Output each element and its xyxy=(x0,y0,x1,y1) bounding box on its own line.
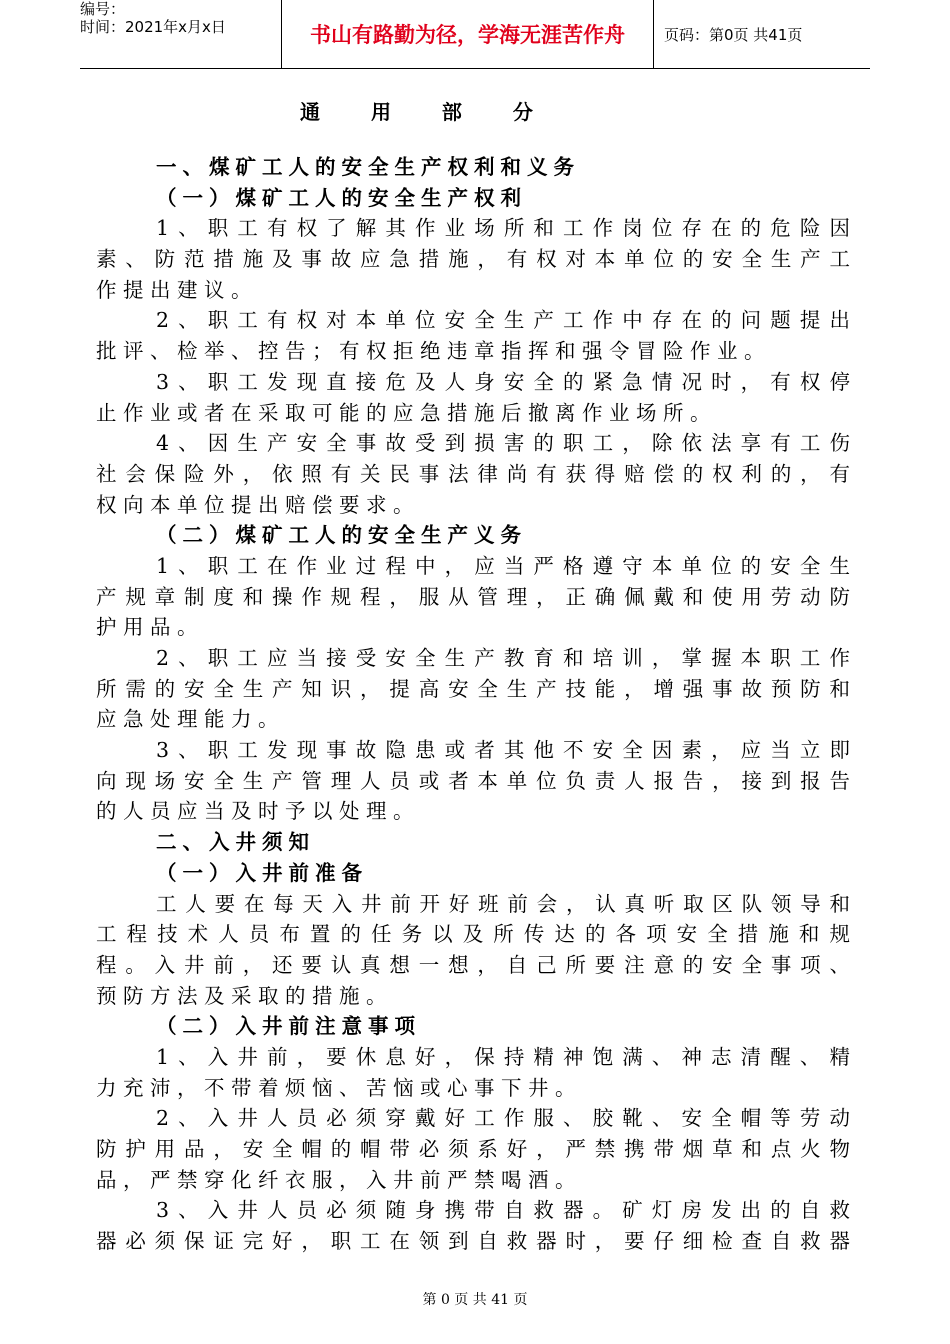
subsection-heading: （二）入井前注意事项 xyxy=(156,1014,421,1039)
paragraph-line: 力充沛，不带着烦恼、苦恼或心事下井。 xyxy=(96,1075,582,1100)
header-meta xyxy=(80,0,280,68)
paragraph-line: 2、入井人员必须穿戴好工作服、胶靴、安全帽等劳动 xyxy=(156,1106,850,1131)
document-body xyxy=(96,152,850,1257)
paragraph-line: 工程技术人员布置的任务以及所传达的各项安全措施和规 xyxy=(96,922,850,947)
paragraph-line: 工人要在每天入井前开好班前会，认真听取区队领导和 xyxy=(156,891,850,916)
section-heading: 二、入井须知 xyxy=(156,830,315,855)
paragraph-line: 器必须保证完好，职工在领到自救器时，要仔细检查自救器 xyxy=(96,1229,850,1254)
document-time: 时间：2021年x月x日 xyxy=(80,18,226,36)
page-title: 通 用 部 分 xyxy=(300,100,555,124)
paragraph-line: 1、入井前，要休息好，保持精神饱满、神志清醒、精 xyxy=(156,1044,850,1069)
section-heading: 一、煤矿工人的安全生产权利和义务 xyxy=(156,155,580,179)
header-motto: 书山有路勤为径，学海无涯苦作舟 xyxy=(281,0,654,68)
paragraph-line: 止作业或者在采取可能的应急措施后撤离作业场所。 xyxy=(96,400,717,425)
paragraph-line: 作提出建议。 xyxy=(96,277,258,302)
paragraph-line: 2、职工应当接受安全生产教育和培训，掌握本职工作 xyxy=(156,646,850,670)
paragraph-line: 2、职工有权对本单位安全生产工作中存在的问题提出 xyxy=(156,308,850,333)
paragraph-line: 1、职工在作业过程中，应当严格遵守本单位的安全生 xyxy=(156,553,850,578)
subsection-heading: （一）入井前准备 xyxy=(156,860,368,885)
paragraph-line: 预防方法及采取的措施。 xyxy=(96,983,393,1008)
paragraph-line: 批评、检举、控告；有权拒绝违章指挥和强令冒险作业。 xyxy=(96,339,771,364)
paragraph-line: 3、职工发现直接危及人身安全的紧急情况时，有权停 xyxy=(156,369,850,394)
paragraph-line: 所需的安全生产知识，提高安全生产技能，增强事故预防和 xyxy=(96,676,850,701)
paragraph-line: 护用品。 xyxy=(96,615,204,640)
paragraph-line: 产规章制度和操作规程，服从管理，正确佩戴和使用劳动防 xyxy=(96,584,850,609)
paragraph-line: 1、职工有权了解其作业场所和工作岗位存在的危险因 xyxy=(156,216,850,241)
paragraph-line: 向现场安全生产管理人员或者本单位负责人报告，接到报告 xyxy=(96,768,850,793)
page-footer: 第 0 页 共 41 页 xyxy=(422,1292,528,1308)
paragraph-line: 程。入井前，还要认真想一想，自己所要注意的安全事项、 xyxy=(96,952,850,977)
paragraph-line: 3、入井人员必须随身携带自救器。矿灯房发出的自救 xyxy=(156,1198,850,1223)
paragraph-line: 权向本单位提出赔偿要求。 xyxy=(96,492,420,517)
header-page-info: 页码：第0页 共41页 xyxy=(664,25,803,44)
subsection-heading: （一）煤矿工人的安全生产权利 xyxy=(156,185,527,210)
paragraph-line: 3、职工发现事故隐患或者其他不安全因素，应当立即 xyxy=(156,738,850,763)
paragraph-line: 的人员应当及时予以处理。 xyxy=(96,799,420,824)
subsection-heading: （二）煤矿工人的安全生产义务 xyxy=(156,523,527,548)
page-header xyxy=(80,0,870,69)
document-number-label: 编号： xyxy=(80,0,126,18)
paragraph-line: 4、因生产安全事故受到损害的职工，除依法享有工伤 xyxy=(156,431,850,456)
paragraph-line: 防护用品，安全帽的帽带必须系好，严禁携带烟草和点火物 xyxy=(96,1137,850,1161)
paragraph-line: 品，严禁穿化纤衣服，入井前严禁喝酒。 xyxy=(96,1167,582,1192)
paragraph-line: 社会保险外，依照有关民事法律尚有获得赔偿的权利的，有 xyxy=(96,461,850,486)
paragraph-line: 应急处理能力。 xyxy=(96,707,285,732)
paragraph-line: 素、防范措施及事故应急措施，有权对本单位的安全生产工 xyxy=(96,247,850,272)
